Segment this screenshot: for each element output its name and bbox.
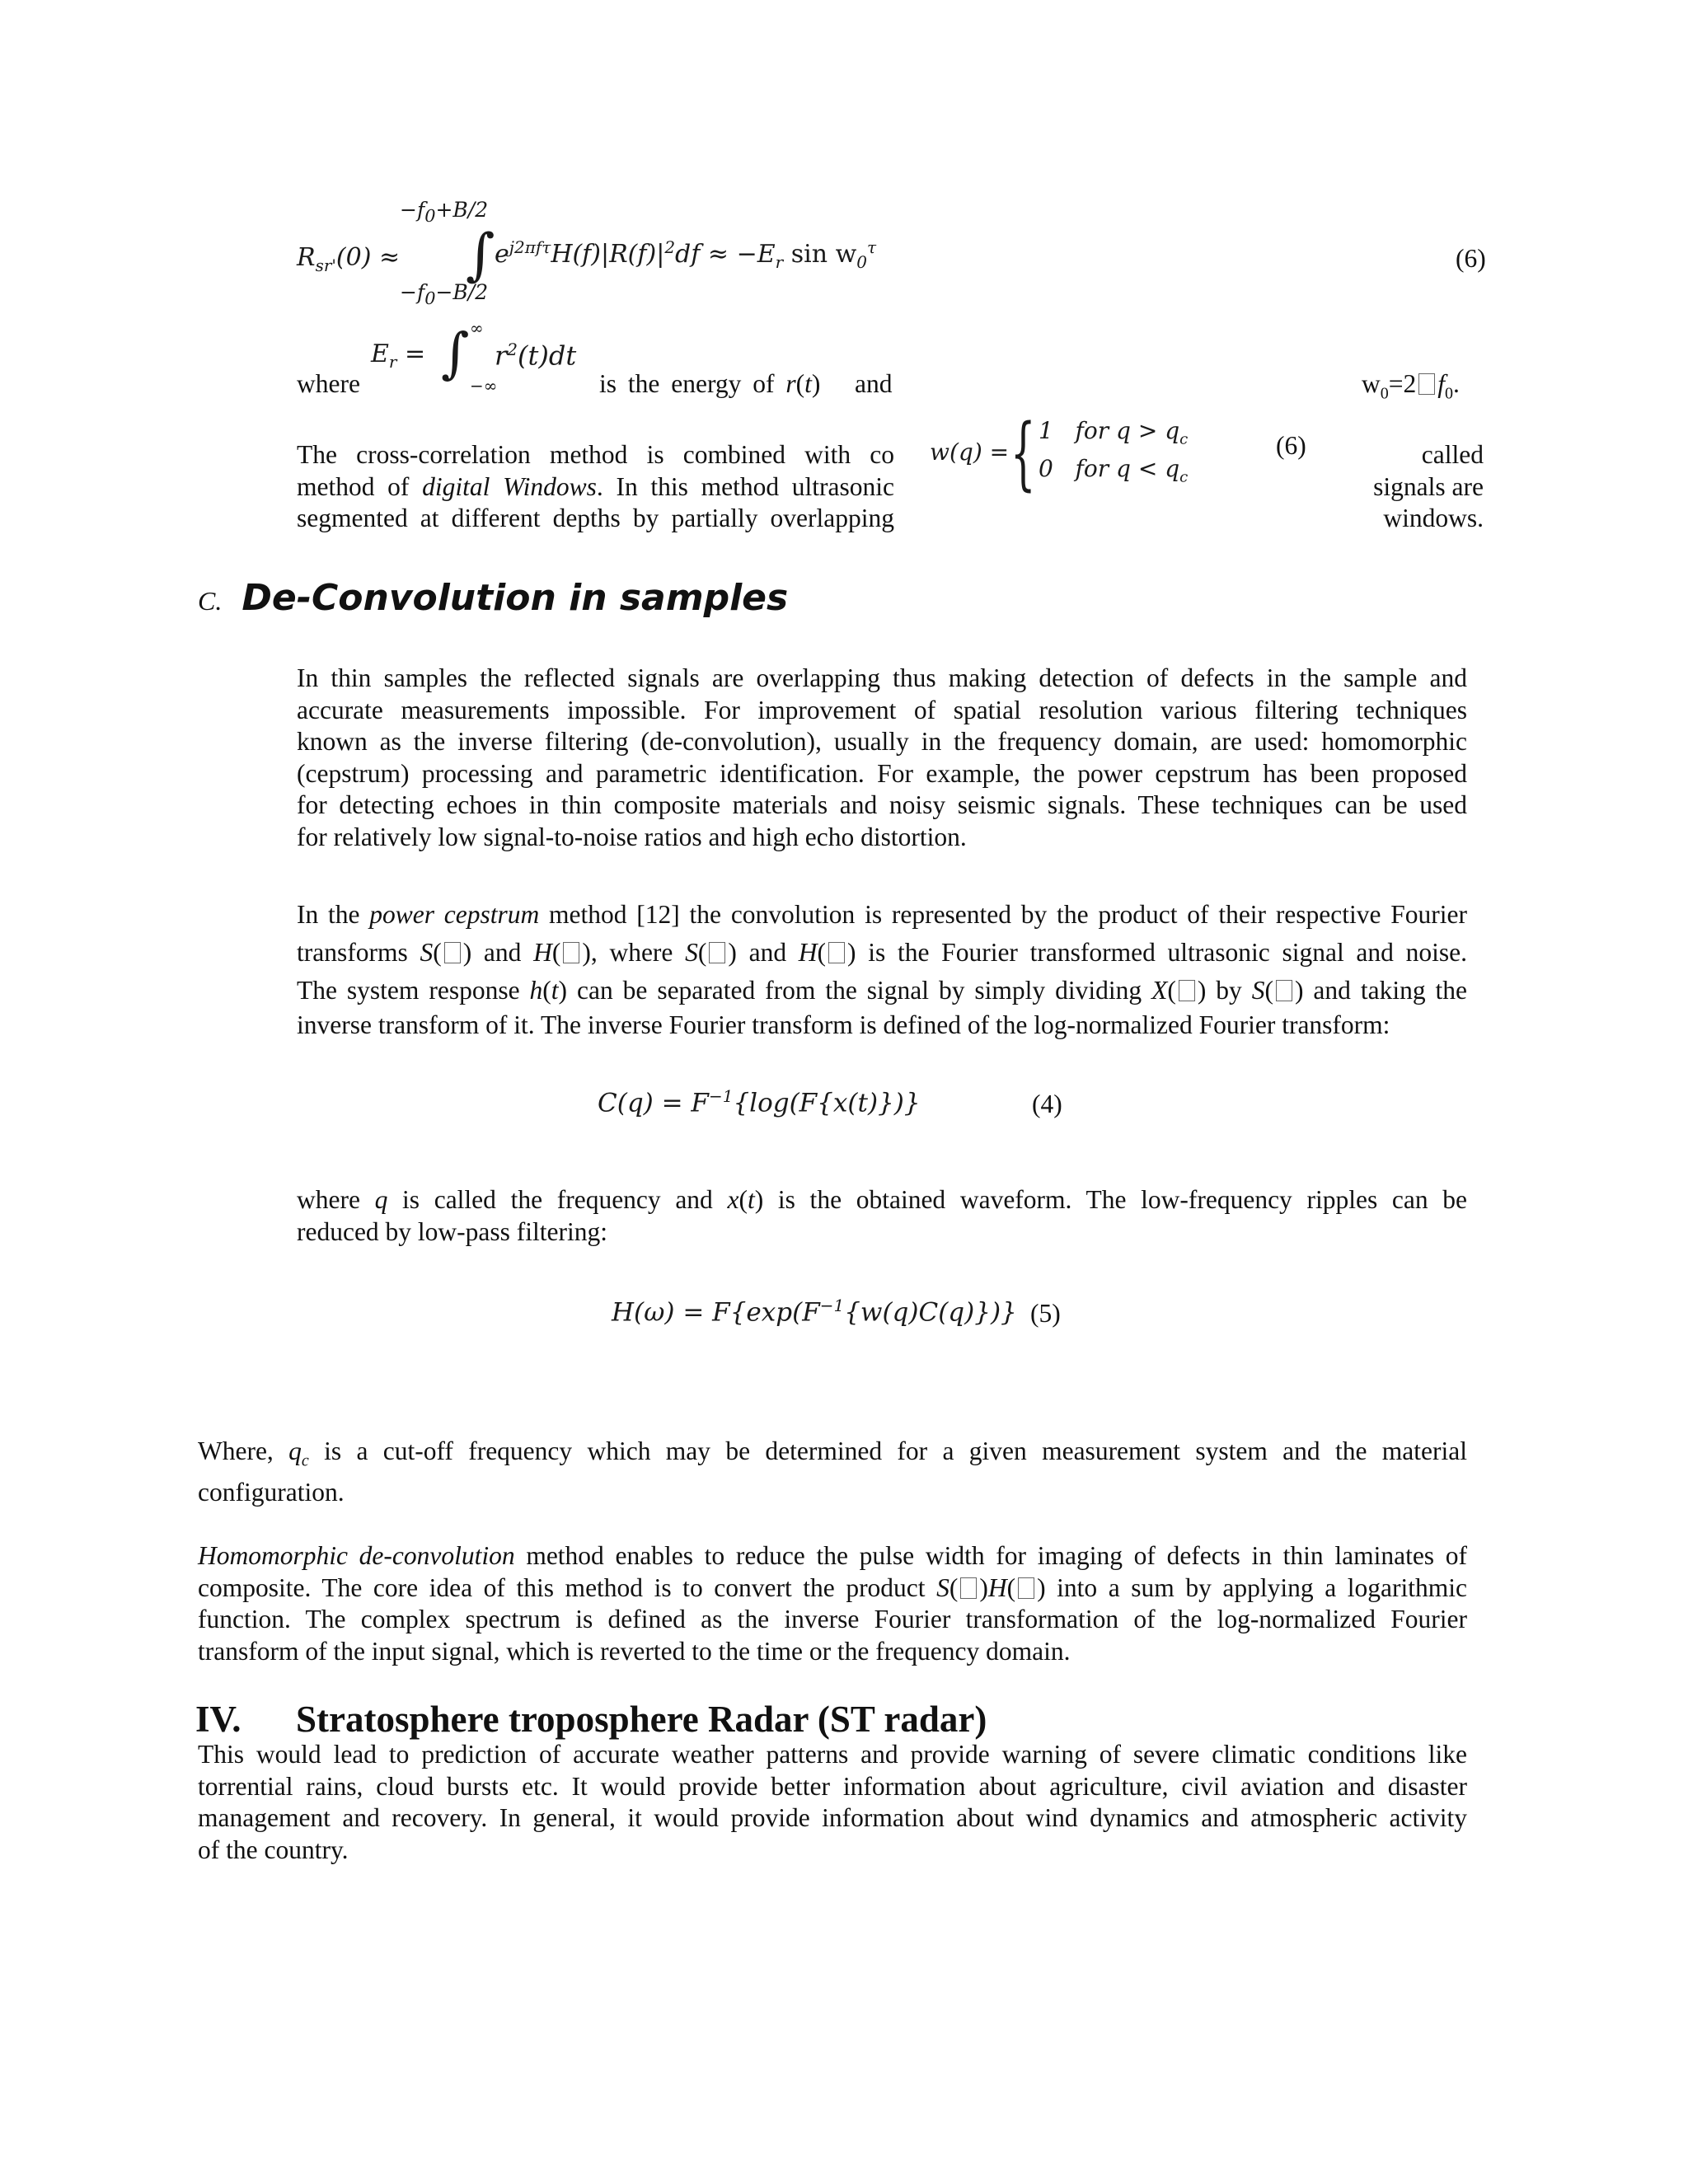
integrand: $e^{j2\pi f\tau}H(f)|R(f)|^2df \approx -E_r$ $\sin w_0^\tau$ bbox=[495, 237, 877, 272]
energy-lhs: $E_r$ = bbox=[371, 340, 426, 372]
paragraph-power-cepstrum: In the power cepstrum method [12] the convolution is represented by the product of their respective Fourier transforms S( ) and H( ), where S( ) and H( ) is the Fourier transformed ultrasonic signal and noise. The system response h(t) can be separated from the signal by simply dividing X( ) by S( ) and taking the inverse transform of it. The inverse Fourier transform is defined of the log-normalized Fourier transform: bbox=[297, 900, 1467, 1039]
energy-integral-sign: ∫ bbox=[441, 321, 470, 385]
missing-glyph-icon bbox=[444, 942, 461, 963]
energy-lower-limit: −∞ bbox=[470, 376, 498, 396]
equation-4: $C(q) = F^{-1}\{\log(F\{x(t)\})\}$ bbox=[598, 1086, 921, 1118]
energy-description: is the energy of r(t) and bbox=[599, 369, 893, 398]
paragraph-radar: This would lead to prediction of accurate weather patterns and provide warning of severe climatic conditions like torrential rains, cloud bursts etc. It would provide better information about agriculture, civil aviation and disaster management and recovery. In general, it would provide information about wind dynamics and atmospheric activity of the country. bbox=[198, 1740, 1467, 1864]
energy-upper-limit: ∞ bbox=[470, 318, 484, 338]
missing-glyph-icon bbox=[1018, 1577, 1034, 1599]
integral-upper-limit: $-f_0+B/2$ bbox=[400, 198, 489, 226]
section-c-title: De-Convolution in samples bbox=[241, 577, 789, 619]
energy-integrand: $r^2(t)dt$ bbox=[495, 340, 577, 372]
paragraph-where-q: where q is called the frequency and x(t) is the obtained waveform. The low-frequency ripples can be reduced by low-pass filtering: bbox=[297, 1185, 1467, 1246]
equation-number-5: (5) bbox=[1030, 1299, 1061, 1328]
section-iv-heading bbox=[195, 1698, 987, 1741]
paragraph-homomorphic: Homomorphic de-convolution method enables to reduce the pulse width for imaging of defects in thin laminates of composite. The core idea of this method is to convert the product S( )H( ) into a sum by applying a logarithmic function. The complex spectrum is defined as the inverse Fourier transformation of the log-normalized Fourier transform of the input signal, which is reverted to the time or the frequency domain. bbox=[198, 1541, 1467, 1666]
equation-5: $H(\omega) = F\{\exp(F^{-1}\{w(q)C(q)\})\}$ bbox=[612, 1296, 1017, 1328]
w0-definition: $w_0=2$ $f_0$. bbox=[1362, 369, 1460, 403]
where-word: where bbox=[297, 369, 360, 398]
paragraph-cutoff: Where, $q_c$ is a cut-off frequency which may be determined for a given measurement system and the material configuration. bbox=[198, 1436, 1467, 1507]
section-iv-number: IV. bbox=[195, 1699, 241, 1740]
equation-number-4: (4) bbox=[1032, 1090, 1062, 1118]
section-c-heading bbox=[198, 577, 788, 619]
window-paragraph-right: called signals are windows. bbox=[1373, 440, 1484, 532]
section-c-label: C. bbox=[198, 586, 223, 616]
equation-energy bbox=[371, 318, 618, 400]
section-iv-title: Stratosphere troposphere Radar (ST radar) bbox=[296, 1699, 987, 1740]
integral-lower-limit: $-f_0-B/2$ bbox=[400, 280, 489, 308]
equation-number-6a: (6) bbox=[1456, 244, 1486, 273]
equation-window-function bbox=[930, 407, 1202, 499]
equation-lhs: $R_{sr'}(0)$ ≈ bbox=[297, 243, 401, 275]
window-case-1: 1 for $q > q_c$ bbox=[1039, 417, 1189, 448]
window-paragraph: The cross-correlation method is combined with co method of digital Windows. In this method ultrasonic segmented at different depths by partially overlapping bbox=[297, 440, 895, 532]
missing-glyph-icon bbox=[1179, 980, 1195, 1001]
integral-sign: ∫ bbox=[466, 223, 495, 288]
brace-icon: { bbox=[1010, 407, 1036, 499]
missing-glyph-icon bbox=[1418, 373, 1435, 395]
missing-glyph-icon bbox=[828, 942, 845, 963]
equation-number-6b: (6) bbox=[1276, 431, 1306, 460]
missing-glyph-icon bbox=[709, 942, 725, 963]
missing-glyph-icon bbox=[960, 1577, 977, 1599]
window-case-2: 0 for $q < q_c$ bbox=[1039, 455, 1189, 486]
window-lhs: w(q) = bbox=[930, 438, 1010, 466]
missing-glyph-icon bbox=[563, 942, 579, 963]
paragraph-thin-samples: In thin samples the reflected signals are overlapping thus making detection of defects in the sample and accurate measurements impossible. For improvement of spatial resolution various filtering techniques known as the inverse filtering (de-convolution), usually in the frequency domain, are used: homomorphic (cepstrum) processing and parametric identification. For example, the power cepstrum has been proposed for detecting echoes in thin composite materials and noisy seismic signals. These techniques can be used for relatively low signal-to-noise ratios and high echo distortion. bbox=[297, 663, 1467, 851]
missing-glyph-icon bbox=[1276, 980, 1292, 1001]
equation-cross-correlation bbox=[297, 198, 890, 313]
